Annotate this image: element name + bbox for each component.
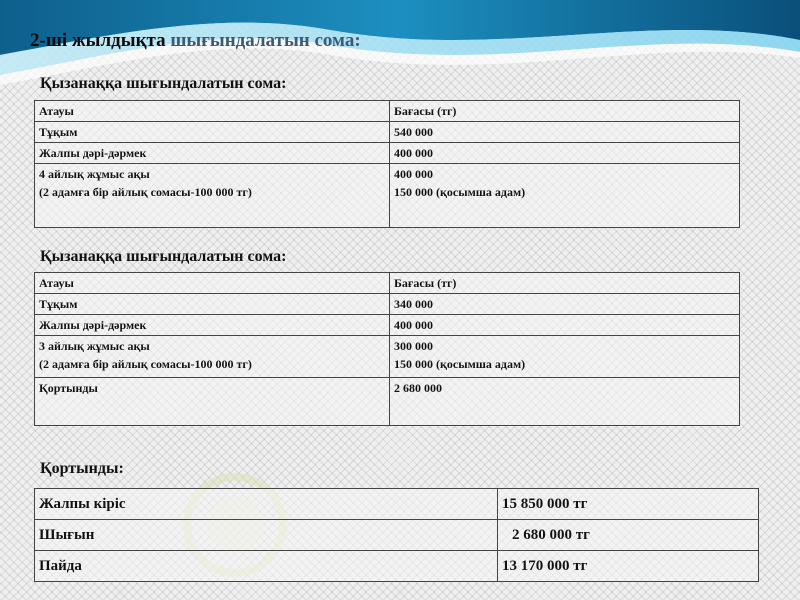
summary-value: 2 680 000 тг bbox=[498, 520, 759, 551]
wage-price-line1: 400 000 bbox=[394, 167, 433, 181]
wage-name-line2: (2 адамға бір айлық сомасы-100 000 тг) bbox=[39, 357, 252, 371]
col-name-header: Атауы bbox=[35, 101, 390, 122]
col-price-header: Бағасы (тг) bbox=[390, 273, 740, 294]
item-price: 400 000 bbox=[390, 143, 740, 164]
table-row bbox=[35, 315, 740, 336]
summary-row bbox=[35, 520, 759, 551]
wage-price-line2: 150 000 (қосымша адам) bbox=[394, 357, 526, 371]
wage-name-line1: 4 айлық жұмыс ақы bbox=[39, 167, 150, 181]
total-value: 2 680 000 bbox=[390, 378, 740, 426]
wage-name-line2: (2 адамға бір айлық сомасы-100 000 тг) bbox=[39, 185, 252, 199]
summary-row bbox=[35, 551, 759, 582]
page-title: 2-ші жылдықта шығындалатын сома: bbox=[30, 30, 361, 51]
section2-label: Қызанаққа шығындалатын сома: bbox=[40, 248, 287, 265]
wage-name bbox=[35, 164, 390, 228]
summary-value: 15 850 000 тг bbox=[498, 489, 759, 520]
item-name: Жалпы дәрі-дәрмек bbox=[35, 143, 390, 164]
total-row bbox=[35, 378, 740, 426]
summary-name: Пайда bbox=[35, 551, 498, 582]
wage-price-line2: 150 000 (қосымша адам) bbox=[394, 185, 526, 199]
summary-name: Шығын bbox=[35, 520, 498, 551]
table-row bbox=[35, 143, 740, 164]
table-row bbox=[35, 122, 740, 143]
table-row bbox=[35, 336, 740, 378]
summary-value: 13 170 000 тг bbox=[498, 551, 759, 582]
header-wave-decoration bbox=[0, 0, 800, 110]
wage-price-line1: 300 000 bbox=[394, 339, 433, 353]
table-header-row bbox=[35, 101, 740, 122]
item-name: Тұқым bbox=[35, 122, 390, 143]
table-header-row bbox=[35, 273, 740, 294]
summary-label: Қортынды: bbox=[40, 460, 124, 477]
total-label: Қортынды bbox=[35, 378, 390, 426]
item-price: 540 000 bbox=[390, 122, 740, 143]
item-name: Тұқым bbox=[35, 294, 390, 315]
table-row bbox=[35, 164, 740, 228]
table-row bbox=[35, 294, 740, 315]
item-price: 400 000 bbox=[390, 315, 740, 336]
section1-table bbox=[34, 100, 740, 228]
wage-name bbox=[35, 336, 390, 378]
section2-table bbox=[34, 272, 740, 426]
wage-price bbox=[390, 164, 740, 228]
summary-table bbox=[34, 488, 759, 582]
item-price: 340 000 bbox=[390, 294, 740, 315]
item-name: Жалпы дәрі-дәрмек bbox=[35, 315, 390, 336]
section1-label: Қызанаққа шығындалатын сома: bbox=[40, 75, 287, 92]
col-price-header: Бағасы (тг) bbox=[390, 101, 740, 122]
summary-name: Жалпы кіріс bbox=[35, 489, 498, 520]
summary-row bbox=[35, 489, 759, 520]
wage-name-line1: 3 айлық жұмыс ақы bbox=[39, 339, 150, 353]
col-name-header: Атауы bbox=[35, 273, 390, 294]
wage-price bbox=[390, 336, 740, 378]
